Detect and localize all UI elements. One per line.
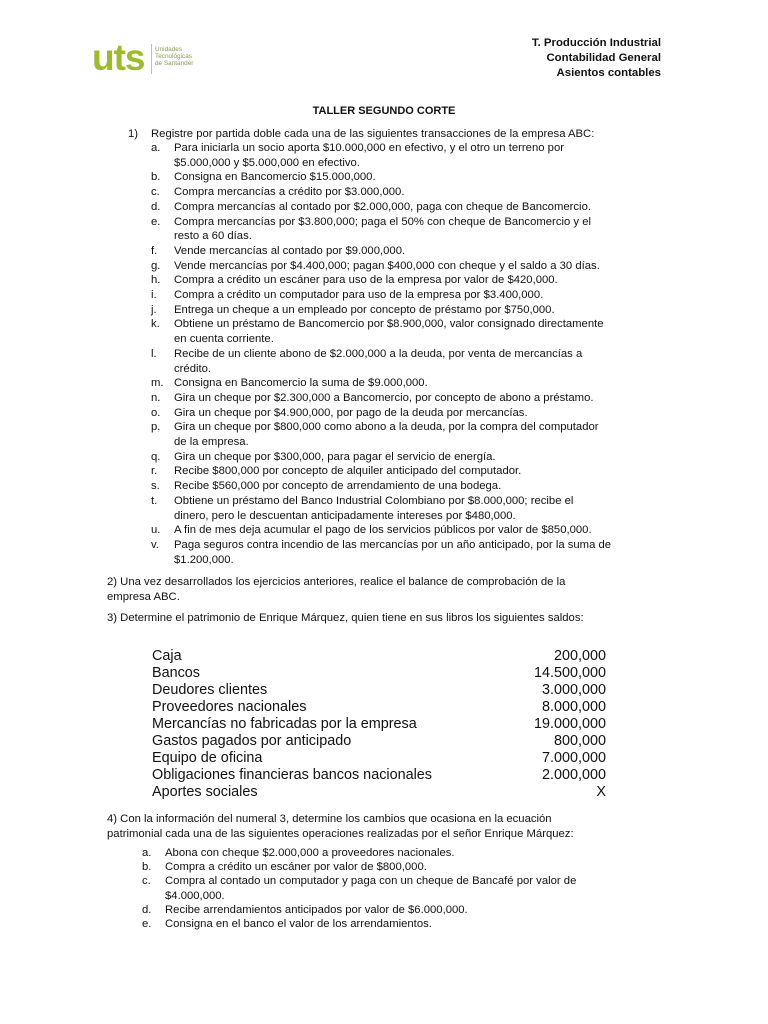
ledger-row: [152, 699, 608, 716]
header-program: T. Producción Industrial: [531, 37, 661, 49]
list-item-marker: b.: [142, 861, 152, 874]
list-item-line: resto a 60 días.: [174, 230, 252, 243]
list-item-marker: l.: [151, 347, 157, 360]
list-item-line: en cuenta corriente.: [174, 333, 274, 346]
list-item-line: Gira un cheque por $4.900,000, por pago de la deuda por mercancías.: [174, 406, 528, 419]
list-item-line: Compra a crédito un computador para uso de la empresa por $3.400,000.: [174, 289, 544, 302]
list-item: [151, 185, 661, 200]
list-item-line: Vende mercancías al contado por $9.000,000.: [174, 244, 406, 257]
list-item-marker: t.: [151, 494, 158, 507]
ledger-amount: 200,000: [553, 648, 606, 664]
list-item-marker: r.: [151, 465, 158, 478]
ledger-table: [152, 648, 608, 801]
list-item-marker: p.: [151, 421, 161, 434]
list-item-marker: a.: [151, 142, 161, 154]
list-item-line: crédito.: [174, 362, 212, 375]
ledger-account: Gastos pagados por anticipado: [152, 733, 352, 749]
ledger-account: Deudores clientes: [152, 682, 268, 698]
list-item-line: Obtiene un préstamo de Bancomercio por $8.900,000, valor consignado directamente: [174, 318, 604, 331]
logo-sub-line: Tecnológicas: [155, 53, 192, 60]
list-item-marker: a.: [142, 847, 152, 859]
list-item-line: Entrega un cheque a un empleado por concepto de préstamo por $750,000.: [174, 303, 555, 316]
list-item-line: Recibe arrendamientos anticipados por valor de $6.000,000.: [165, 903, 468, 916]
list-item: [151, 317, 661, 346]
ledger-row: [152, 716, 608, 733]
question-1-items: [151, 141, 661, 567]
ledger-amount: 19.000,000: [533, 716, 606, 732]
ledger-account: Proveedores nacionales: [152, 699, 307, 715]
list-item-line: Abona con cheque $2.000,000 a proveedores nacionales.: [165, 847, 455, 859]
ledger-amount: 7.000,000: [541, 750, 606, 766]
list-item: [151, 420, 661, 449]
list-item-marker: j.: [151, 303, 157, 316]
list-item-line: $4.000,000.: [165, 889, 225, 902]
list-item-line: Gira un cheque por $300,000, para pagar el servicio de energía.: [174, 450, 496, 463]
list-item: [151, 200, 661, 215]
list-item: [151, 479, 661, 494]
list-item-line: Recibe $560,000 por concepto de arrendamiento de una bodega.: [174, 480, 502, 493]
logo-subtitle: [155, 46, 193, 67]
list-item: [151, 450, 661, 465]
ledger-amount: X: [596, 784, 606, 800]
ledger-account: Aportes sociales: [152, 784, 258, 800]
list-item: [151, 538, 661, 567]
list-item-line: Compra a crédito un escáner por valor de $800,000.: [165, 861, 427, 874]
list-item: [151, 523, 661, 538]
list-item-line: $1.200,000.: [174, 553, 234, 566]
ledger-row: [152, 784, 608, 801]
list-item: [151, 406, 661, 421]
list-item: [151, 273, 661, 288]
list-item-marker: q.: [151, 450, 161, 463]
list-item-line: Gira un cheque por $2.300,000 a Bancomercio, por concepto de abono a préstamo.: [174, 391, 594, 404]
ledger-amount: 2.000,000: [541, 767, 606, 783]
question-4: [107, 812, 667, 841]
list-item-line: Compra mercancías al contado por $2.000,000, paga con cheque de Bancomercio.: [174, 200, 591, 213]
list-item-line: Obtiene un préstamo del Banco Industrial Colombiano por $8.000,000; recibe el: [174, 494, 574, 507]
list-item-line: Gira un cheque por $800,000 como abono a la deuda, por la compra del computador: [174, 421, 599, 434]
list-item-line: Paga seguros contra incendio de las mercancías por un año anticipado, por la suma de: [174, 538, 612, 551]
list-item: [151, 259, 661, 274]
list-item: [151, 494, 661, 523]
list-item: [142, 860, 642, 874]
list-item-marker: v.: [151, 538, 159, 551]
ledger-row: [152, 733, 608, 750]
logo-divider: [151, 44, 152, 74]
list-item: [151, 170, 661, 185]
list-item-marker: c.: [151, 186, 160, 199]
list-item-line: Compra mercancías a crédito por $3.000,000.: [174, 186, 405, 199]
list-item-marker: s.: [151, 480, 160, 493]
logo-sub-line: de Santander: [155, 60, 194, 67]
question-2-line: 2) Una vez desarrollados los ejercicios anteriores, realice el balance de comprobación de la: [107, 576, 566, 588]
list-item: [142, 874, 642, 902]
list-item: [142, 917, 642, 931]
list-item-line: dinero, pero le descuentan anticipadamente intereses por $480,000.: [174, 509, 516, 522]
list-item-line: Vende mercancías por $4.400,000; pagan $400,000 con cheque y el saldo a 30 días.: [174, 259, 600, 272]
ledger-account: Bancos: [152, 665, 200, 681]
header-info: [532, 36, 661, 81]
ledger-row: [152, 682, 608, 699]
question-1-text: Registre por partida doble cada una de las siguientes transacciones de la empresa ABC:: [151, 128, 595, 140]
list-item: [142, 903, 642, 917]
list-item: [151, 244, 661, 259]
list-item-marker: u.: [151, 524, 161, 537]
list-item-marker: g.: [151, 259, 161, 272]
list-item-line: Recibe de un cliente abono de $2.000,000 a la deuda, por venta de mercancías a: [174, 347, 583, 360]
list-item-marker: f.: [151, 244, 158, 257]
question-2: [107, 575, 667, 604]
list-item-line: Compra a crédito un escáner para uso de la empresa por valor de $420,000.: [174, 274, 558, 287]
list-item-marker: d.: [142, 903, 152, 916]
question-4-items: [142, 846, 642, 931]
question-3: 3) Determine el patrimonio de Enrique Márquez, quien tiene en sus libros los siguientes saldos:: [107, 612, 584, 624]
ledger-row: [152, 665, 608, 682]
list-item-marker: o.: [151, 406, 161, 419]
list-item-marker: k.: [151, 318, 160, 331]
list-item: [151, 215, 661, 244]
list-item: [151, 141, 661, 170]
question-2-line: empresa ABC.: [107, 590, 180, 603]
ledger-row: [152, 750, 608, 767]
list-item: [151, 391, 661, 406]
list-item-marker: e.: [142, 918, 152, 931]
ledger-amount: 800,000: [553, 733, 606, 749]
list-item-marker: d.: [151, 200, 161, 213]
list-item-line: Consigna en el banco el valor de los arrendamientos.: [165, 918, 432, 931]
ledger-account: Caja: [152, 648, 182, 664]
list-item: [142, 846, 642, 860]
list-item-line: A fin de mes deja acumular el pago de los servicios públicos por valor de $850,000.: [174, 524, 592, 537]
ledger-account: Obligaciones financieras bancos nacionales: [152, 767, 432, 783]
ledger-amount: 8.000,000: [541, 699, 606, 715]
question-4-line: patrimonial cada una de las siguientes operaciones realizadas por el señor Enrique Márquez:: [107, 827, 574, 840]
list-item-marker: h.: [151, 274, 161, 287]
ledger-amount: 14.500,000: [533, 665, 606, 681]
logo-sub-line: Unidades: [155, 46, 183, 53]
header-course: Contabilidad General: [546, 52, 661, 64]
ledger-row: [152, 767, 608, 784]
uts-logo: [92, 38, 232, 80]
list-item-marker: n.: [151, 391, 161, 404]
ledger-account: Mercancías no fabricadas por la empresa: [152, 716, 417, 732]
question-1-number: 1): [128, 128, 139, 140]
ledger-account: Equipo de oficina: [152, 750, 263, 766]
list-item-marker: i.: [151, 289, 157, 302]
list-item-marker: c.: [142, 875, 151, 888]
header-topic: Asientos contables: [556, 67, 661, 79]
list-item-marker: e.: [151, 215, 161, 228]
list-item-marker: m.: [151, 377, 164, 390]
list-item-line: Compra al contado un computador y paga con un cheque de Bancafé por valor de: [165, 875, 577, 888]
list-item-line: Compra mercancías por $3.800,000; paga el 50% con cheque de Bancomercio y el: [174, 215, 591, 228]
list-item-line: $5.000,000 y $5.000,000 en efectivo.: [174, 156, 360, 169]
list-item: [151, 288, 661, 303]
list-item-line: Para iniciarla un socio aporta $10.000,000 en efectivo, y el otro un terreno por: [174, 142, 564, 154]
document-title: TALLER SEGUNDO CORTE: [312, 105, 456, 117]
question-4-line: 4) Con la información del numeral 3, determine los cambios que ocasiona en la ecuación: [107, 813, 552, 825]
list-item: [151, 303, 661, 318]
list-item-line: de la empresa.: [174, 436, 249, 449]
ledger-amount: 3.000,000: [541, 682, 606, 698]
list-item-marker: b.: [151, 171, 161, 184]
logo-mark: uts: [92, 37, 145, 78]
list-item-line: Consigna en Bancomercio la suma de $9.000,000.: [174, 377, 428, 390]
ledger-row: [152, 648, 608, 665]
list-item: [151, 376, 661, 391]
list-item-line: Consigna en Bancomercio $15.000,000.: [174, 171, 376, 184]
list-item: [151, 464, 661, 479]
list-item: [151, 347, 661, 376]
list-item-line: Recibe $800,000 por concepto de alquiler anticipado del computador.: [174, 465, 522, 478]
